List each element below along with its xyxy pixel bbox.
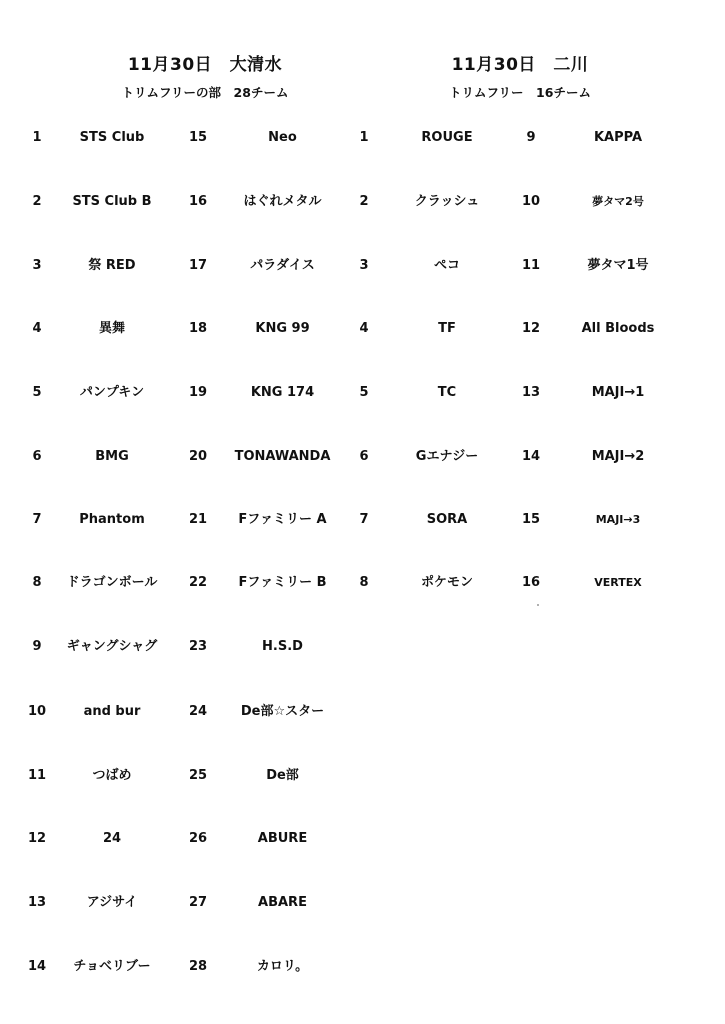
team-number: 8	[359, 575, 369, 590]
team-number: 4	[359, 321, 369, 336]
team-name: チョベリブー	[73, 959, 151, 974]
team-name: Phantom	[79, 512, 145, 527]
team-name: SORA	[426, 512, 468, 527]
table-row	[0, 190, 725, 214]
team-name: ABURE	[257, 831, 308, 846]
team-number: 12	[521, 321, 541, 336]
team-name: TF	[438, 321, 456, 336]
team-number: 27	[188, 895, 208, 910]
team-number: 19	[188, 385, 208, 400]
team-number: 15	[521, 512, 541, 527]
team-name: カロリ。	[256, 959, 309, 974]
team-name: パンプキン	[79, 385, 145, 400]
team-name: H.S.D	[262, 639, 303, 654]
futagawa-subtitle: トリムフリー 16チーム	[449, 85, 591, 100]
team-number: 24	[188, 704, 208, 719]
team-number: 16	[188, 194, 208, 209]
team-name: STS Club	[79, 130, 145, 145]
table-row	[0, 126, 725, 150]
team-name: Gエナジー	[415, 449, 479, 464]
team-number: 2	[32, 194, 42, 209]
team-number: 23	[188, 639, 208, 654]
team-number: 5	[359, 385, 369, 400]
team-name: はぐれメタル	[243, 194, 322, 209]
team-name: De部	[266, 768, 299, 783]
team-name: KNG 174	[250, 385, 315, 400]
table-row	[0, 445, 725, 469]
team-name: and bur	[83, 704, 141, 719]
team-number: 3	[32, 258, 42, 273]
team-number: 7	[359, 512, 369, 527]
team-number: 8	[32, 575, 42, 590]
team-name: 夢タマ2号	[592, 195, 644, 208]
team-number: 13	[521, 385, 541, 400]
team-number: 22	[188, 575, 208, 590]
team-number: 6	[359, 449, 369, 464]
table-row	[0, 254, 725, 278]
team-name: Fファミリー A	[238, 512, 327, 527]
table-row	[0, 955, 725, 979]
team-number: 1	[32, 130, 42, 145]
team-number: 11	[27, 768, 47, 783]
team-number: 17	[188, 258, 208, 273]
oshimizu-title: 11月30日 大清水	[127, 55, 283, 75]
table-row	[0, 764, 725, 788]
team-name: ABARE	[258, 895, 307, 910]
team-number: 13	[27, 895, 47, 910]
team-number: 25	[188, 768, 208, 783]
table-row	[0, 891, 725, 915]
team-number: 6	[32, 449, 42, 464]
table-row	[0, 700, 725, 724]
team-number: 12	[27, 831, 47, 846]
team-number: 10	[27, 704, 47, 719]
team-name: MAJI→1	[591, 385, 645, 400]
team-name: ROUGE	[421, 130, 473, 145]
team-number: 20	[188, 449, 208, 464]
team-name: Fファミリー B	[238, 575, 327, 590]
futagawa-header	[375, 50, 665, 101]
team-number: 5	[32, 385, 42, 400]
team-number: 14	[521, 449, 541, 464]
team-name: 24	[102, 831, 122, 846]
team-name: 祭 RED	[88, 258, 136, 273]
team-name: 異舞	[98, 321, 125, 336]
team-name: Neo	[268, 130, 297, 145]
table-row	[0, 508, 725, 532]
table-row	[0, 635, 725, 659]
team-number: 14	[27, 959, 47, 974]
team-name: All Bloods	[581, 321, 655, 336]
team-name: STS Club B	[72, 194, 152, 209]
team-number: 9	[32, 639, 42, 654]
oshimizu-subtitle: トリムフリーの部 28チーム	[121, 85, 289, 100]
team-name: KAPPA	[593, 130, 643, 145]
team-name: TONAWANDA	[234, 449, 331, 464]
team-number: 2	[359, 194, 369, 209]
team-name: つばめ	[92, 768, 132, 783]
team-name: ドラゴンボール	[66, 575, 158, 590]
team-number: 26	[188, 831, 208, 846]
team-number: 18	[188, 321, 208, 336]
team-name: VERTEX	[594, 576, 642, 589]
team-number: 7	[32, 512, 42, 527]
table-row	[0, 827, 725, 851]
team-number: 9	[526, 130, 536, 145]
team-number: 1	[359, 130, 369, 145]
team-name: MAJI→3	[595, 513, 641, 526]
team-number: 16	[521, 575, 541, 590]
team-name: アジサイ	[86, 895, 138, 910]
team-number: 11	[521, 258, 541, 273]
team-name: BMG	[95, 449, 129, 464]
team-name: ポケモン	[420, 575, 473, 590]
team-name: De部☆スター	[240, 704, 325, 719]
table-row	[0, 571, 725, 595]
team-name: パラダイス	[250, 258, 315, 273]
team-name: TC	[437, 385, 457, 400]
team-number: 10	[521, 194, 541, 209]
team-name: MAJI→2	[591, 449, 645, 464]
team-name: KNG 99	[255, 321, 310, 336]
oshimizu-header	[60, 50, 350, 101]
scan-speck	[537, 604, 539, 606]
team-name: クラッシュ	[414, 194, 480, 209]
team-number: 4	[32, 321, 42, 336]
futagawa-title: 11月30日 二川	[451, 55, 589, 75]
team-number: 21	[188, 512, 208, 527]
table-row	[0, 317, 725, 341]
team-number: 28	[188, 959, 208, 974]
team-name: 夢タマ1号	[587, 258, 649, 273]
team-number: 3	[359, 258, 369, 273]
team-number: 15	[188, 130, 208, 145]
team-name: ペコ	[433, 258, 460, 273]
team-name: ギャングシャグ	[66, 639, 158, 654]
table-row	[0, 381, 725, 405]
